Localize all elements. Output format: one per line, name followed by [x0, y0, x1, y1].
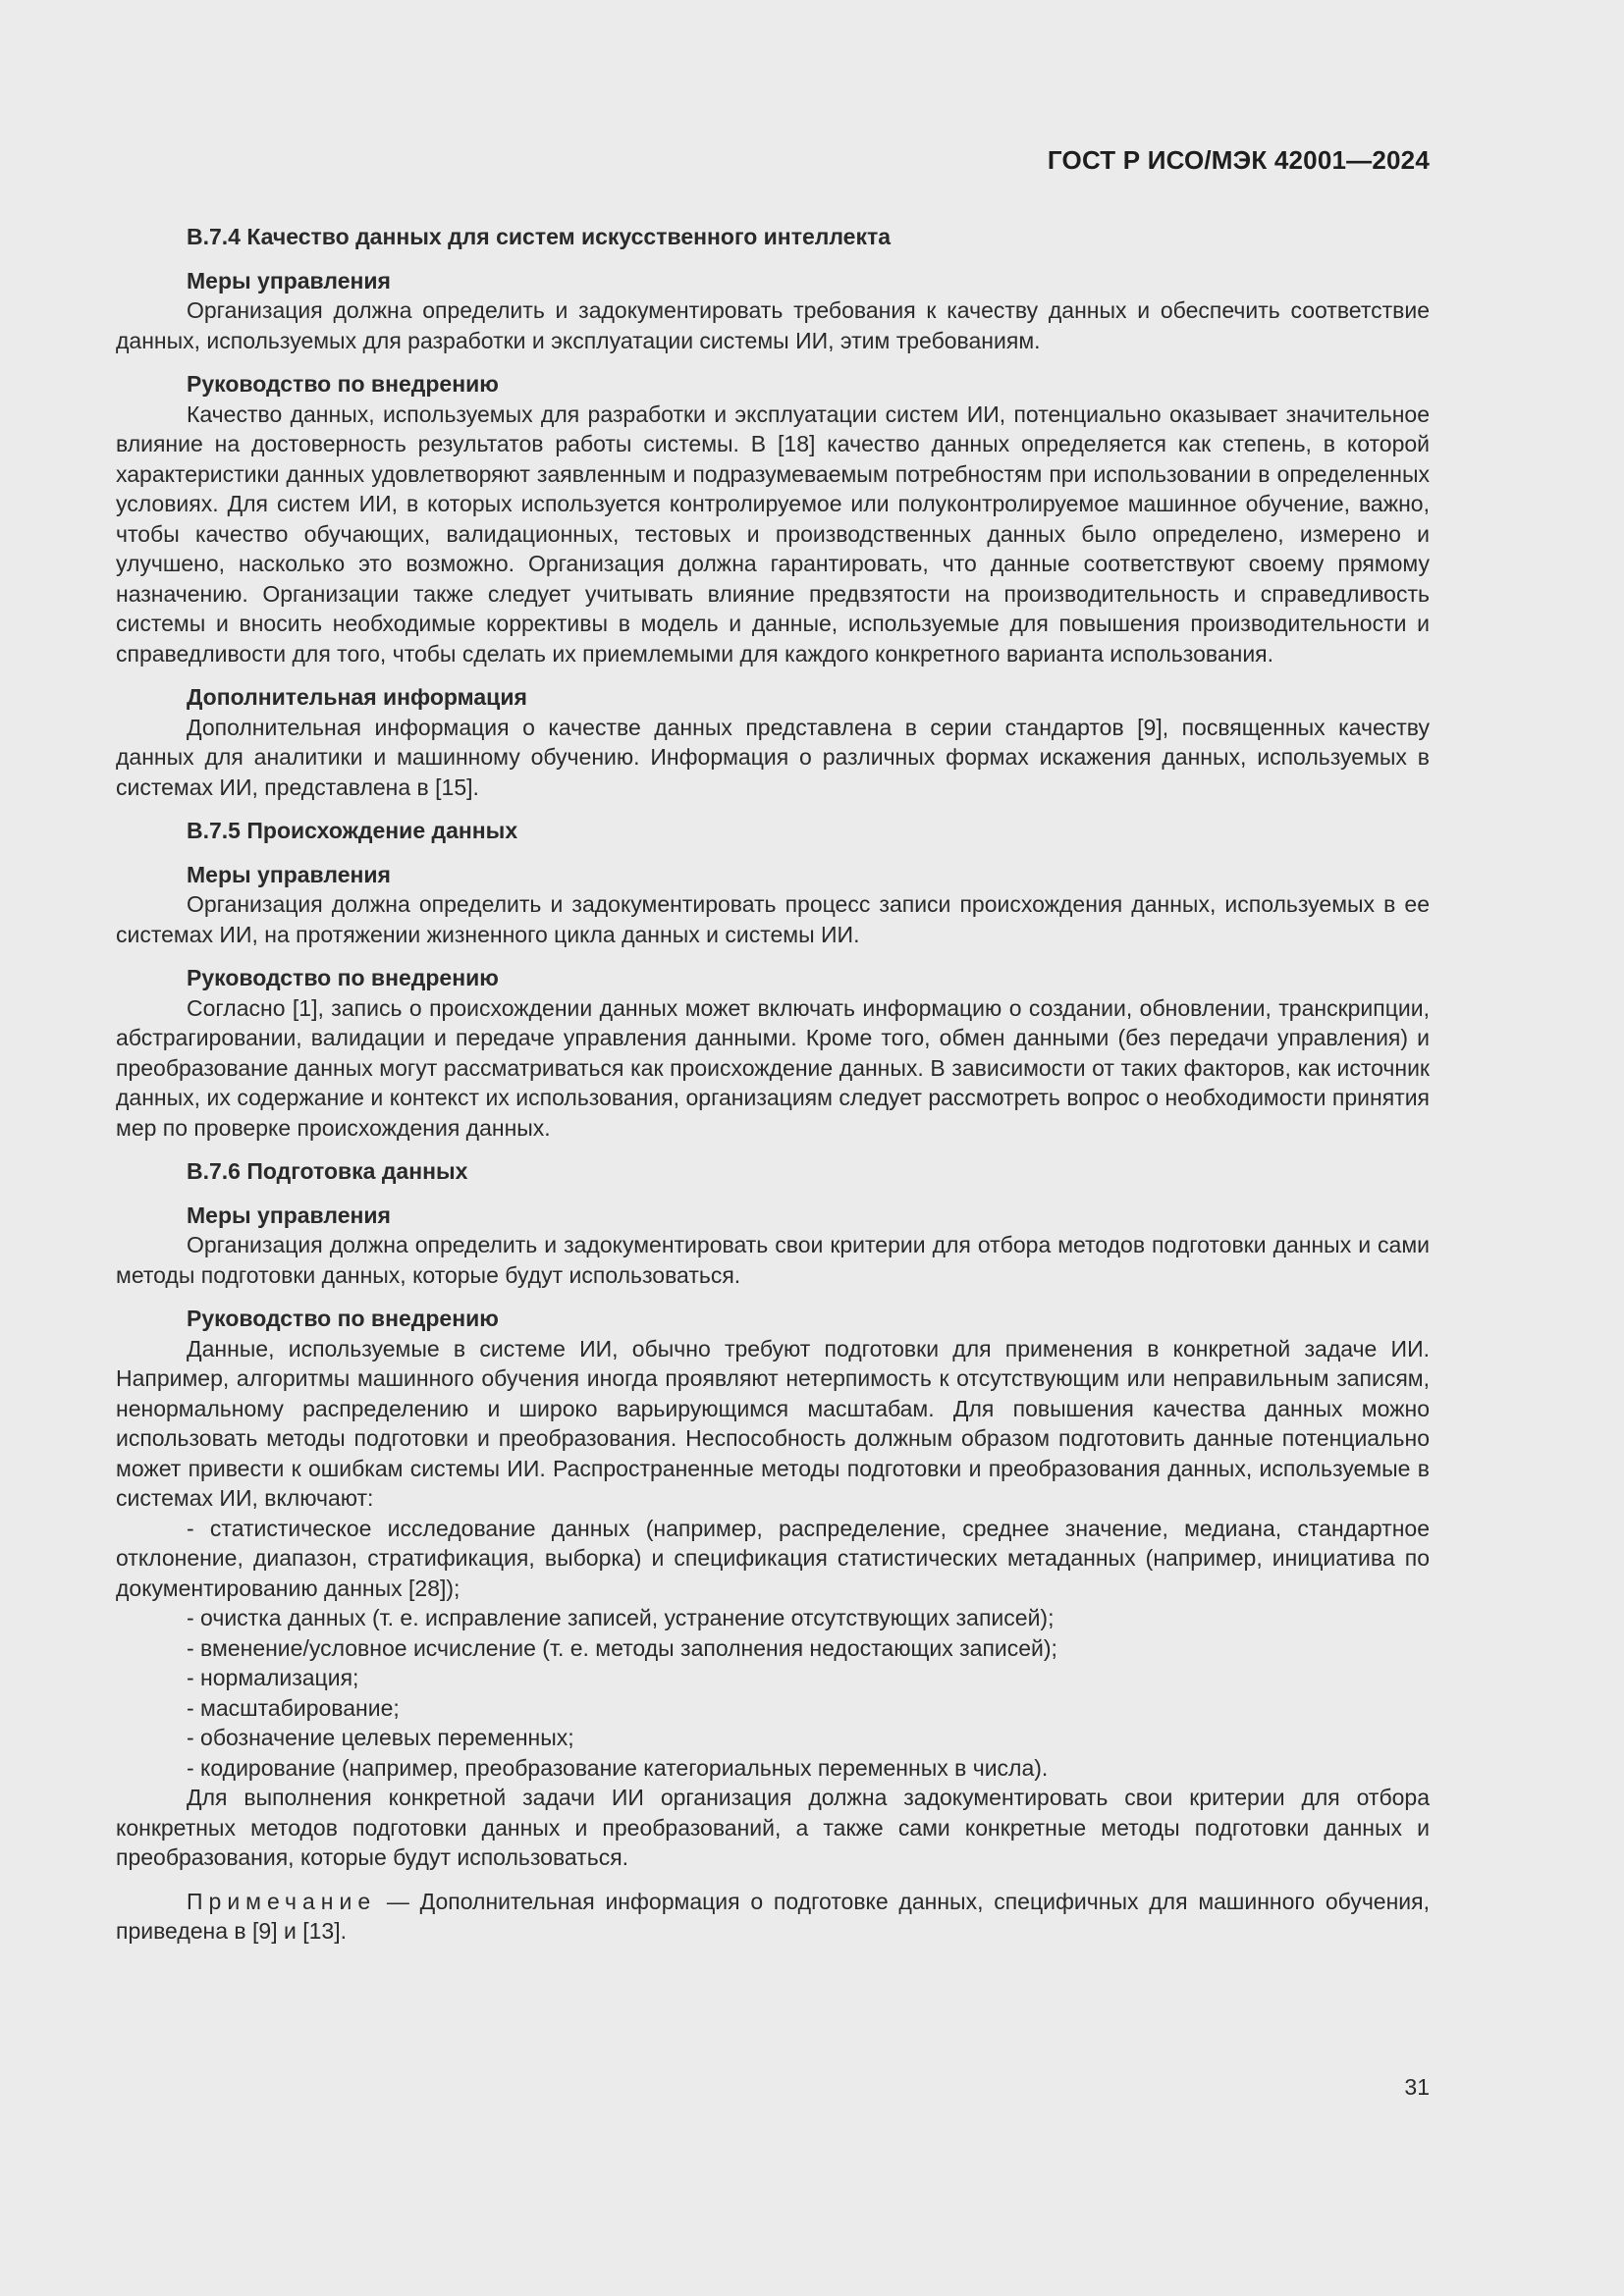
section-title-b75: В.7.5 Происхождение данных [187, 818, 518, 843]
list-item: - статистическое исследование данных (например, распределение, среднее значение, медиана, стандартное отклонение, диапазон, стратификация, выборка) и спецификация статистических метаданных (например, инициатива по документированию данных [28]); [116, 1515, 1430, 1601]
note-text: — Дополнительная информация о подготовке данных, специфичных для машинного обучения, приведена в [9] и [13]. [116, 1888, 1430, 1944]
subheading-controls: Меры управления [187, 861, 391, 887]
paragraph-closing: Для выполнения конкретной задачи ИИ организация должна задокументировать свои критерии для отбора конкретных методов подготовки данных и преобразований, а также сами конкретные методы подготовки данных и преобразования, которые будут использоваться. [116, 1785, 1430, 1870]
list-item: - кодирование (например, преобразование категориальных переменных в числа). [187, 1754, 1049, 1781]
list-item: - вменение/условное исчисление (т. е. методы заполнения недостающих записей); [187, 1634, 1057, 1661]
document-header: ГОСТ Р ИСО/МЭК 42001—2024 [1047, 145, 1430, 175]
note-label: Примечание [187, 1888, 377, 1914]
document-page [116, 0, 1430, 2296]
subheading-controls: Меры управления [187, 267, 391, 294]
paragraph-controls: Организация должна определить и задокументировать требования к качеству данных и обеспечить соответствие данных, используемых для разработки и эксплуатации системы ИИ, этим требованиям. [116, 297, 1430, 353]
list-item: - нормализация; [187, 1665, 359, 1690]
section-title-b74: В.7.4 Качество данных для систем искусственного интеллекта [187, 224, 892, 249]
subheading-controls: Меры управления [187, 1201, 391, 1228]
page-number: 31 [1404, 2074, 1430, 2100]
paragraph-guidance: Качество данных, используемых для разработки и эксплуатации систем ИИ, потенциально оказывает значительное влияние на достоверность результатов работы системы. В [18] качество данных определяется как степень, в которой характеристики данных удовлетворяют заявленным и подразумеваемым потребностям при использовании в определенных условиях. Для систем ИИ, в которых используется контролируемое или полуконтролируемое машинное обучение, важно, чтобы качество обучающих, валидационных, тестовых и производственных данных было определено, измерено и улучшено, насколько это возможно. Организация должна гарантировать, что данные соответствуют своему прямому назначению. Организации также следует учитывать влияние предвзятости на производительность и справедливость системы и вносить необходимые коррективы в модель и данные, используемые для повышения производительности и справедливости для того, чтобы сделать их приемлемыми для каждого конкретного варианта использования. [116, 400, 1430, 667]
paragraph-additional-info: Дополнительная информация о качестве данных представлена в серии стандартов [9], посвященных качеству данных для аналитики и машинному обучению. Информация о различных формах искажения данных, используемых в системах ИИ, представлена в [15]. [116, 714, 1430, 800]
section-title-b76: В.7.6 Подготовка данных [187, 1158, 468, 1184]
methods-list [116, 1514, 1430, 1784]
paragraph-controls: Организация должна определить и задокументировать свои критерии для отбора методов подготовки данных и сами методы подготовки данных, которые будут использоваться. [116, 1232, 1430, 1288]
list-item: - обозначение целевых переменных; [187, 1725, 574, 1750]
paragraph-guidance: Согласно [1], запись о происхождении данных может включать информацию о создании, обновлении, транскрипции, абстрагировании, валидации и передаче управления данными. Кроме того, обмен данными (без передачи управления) и преобразование данных могут рассматриваться как происхождение данных. В зависимости от таких факторов, как источник данных, их содержание и контекст их использования, организациям следует рассмотреть вопрос о необходимости принятия мер по проверке происхождения данных. [116, 994, 1430, 1141]
paragraph-controls: Организация должна определить и задокументировать процесс записи происхождения данных, используемых в ее системах ИИ, на протяжении жизненного цикла данных и системы ИИ. [116, 891, 1430, 947]
paragraph-guidance: Данные, используемые в системе ИИ, обычно требуют подготовки для применения в конкретной задаче ИИ. Например, алгоритмы машинного обучения иногда проявляют нетерпимость к отсутствующим или неправильным записям, ненормальному распределению и широко варьирующимся масштабам. Для повышения качества данных можно использовать методы подготовки и преобразования. Неспособность должным образом подготовить данные потенциально может привести к ошибкам системы ИИ. Распространенные методы подготовки и преобразования данных, используемые в системах ИИ, включают: [116, 1335, 1430, 1511]
subheading-additional-info: Дополнительная информация [187, 684, 527, 710]
list-item: - очистка данных (т. е. исправление записей, устранение отсутствующих записей); [187, 1605, 1055, 1630]
subheading-guidance: Руководство по внедрению [187, 965, 499, 990]
list-item: - масштабирование; [187, 1694, 400, 1721]
note-paragraph [116, 1887, 1430, 1947]
document-body [116, 222, 1430, 1947]
subheading-guidance: Руководство по внедрению [187, 371, 499, 397]
subheading-guidance: Руководство по внедрению [187, 1306, 499, 1331]
